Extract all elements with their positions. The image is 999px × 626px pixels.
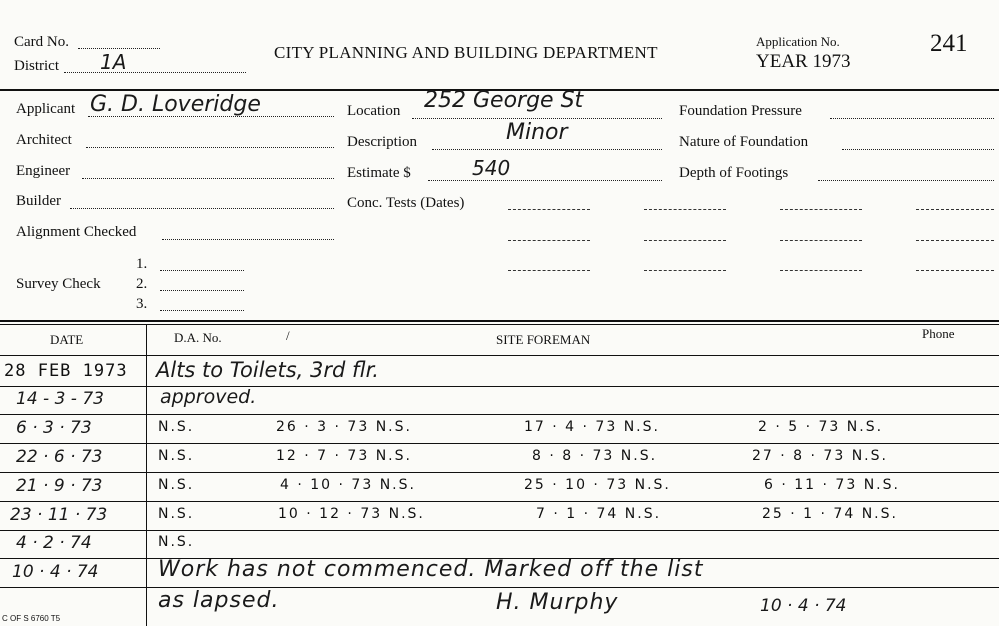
survey-line-3 (160, 310, 244, 311)
applicant-value: G. D. Loveridge (90, 92, 261, 117)
builder-label: Builder (16, 193, 61, 209)
phone-header: Phone (922, 326, 955, 341)
foundation-pressure-label: Foundation Pressure (679, 103, 802, 119)
conc-test-field (780, 209, 862, 210)
survey-item-3: 3. (136, 296, 148, 312)
table-row-entry: Alts to Toilets, 3rd flr. (156, 358, 379, 382)
alignment-checked-label: Alignment Checked (16, 224, 137, 240)
remark-continuation: as lapsed. (158, 588, 280, 613)
table-row-date: 28 FEB 1973 (4, 361, 128, 381)
description-line (432, 149, 662, 150)
alignment-line (162, 239, 334, 240)
table-top-border (0, 320, 999, 322)
survey-item-2: 2. (136, 276, 148, 292)
application-number: 241 (930, 30, 968, 57)
row-rule (0, 587, 999, 588)
applicant-label: Applicant (16, 101, 76, 117)
table-top-border-inner (0, 324, 999, 325)
survey-item-1: 1. (136, 256, 148, 272)
table-row-entry: 10 · 12 · 73 N.S. (278, 506, 425, 522)
card-no-line (78, 48, 160, 49)
conc-test-field (644, 209, 726, 210)
engineer-label: Engineer (16, 163, 71, 179)
table-row-entry: 2 · 5 · 73 N.S. (758, 419, 884, 435)
table-row-entry: 25 · 1 · 74 N.S. (762, 506, 898, 522)
location-value: 252 George St (424, 88, 584, 113)
table-row-entry: 8 · 8 · 73 N.S. (532, 448, 658, 464)
row-rule (0, 386, 999, 387)
conc-test-field (916, 270, 994, 271)
table-row-date: 22 · 6 · 73 (16, 447, 103, 467)
nature-foundation-label: Nature of Foundation (679, 134, 809, 150)
conc-test-field (916, 240, 994, 241)
conc-test-field (508, 240, 590, 241)
table-row-entry: N.S. (158, 419, 195, 435)
table-row-date: 23 · 11 · 73 (10, 505, 108, 525)
table-row-date: 4 · 2 · 74 (16, 533, 92, 553)
table-row-entry: 25 · 10 · 73 N.S. (524, 477, 671, 493)
row-rule (0, 414, 999, 415)
district-value: 1A (100, 50, 127, 74)
conc-test-field (644, 240, 726, 241)
da-column-header: D.A. No. (174, 330, 222, 345)
table-row-entry: 6 · 11 · 73 N.S. (764, 477, 900, 493)
site-foreman-header: SITE FOREMAN (496, 332, 591, 347)
table-row-entry: 17 · 4 · 73 N.S. (524, 419, 660, 435)
signature: H. Murphy (496, 590, 619, 615)
table-row-entry: N.S. (158, 477, 195, 493)
row-rule (0, 530, 999, 531)
conc-test-field (508, 209, 590, 210)
nature-foundation-line (842, 149, 994, 150)
description-value: Minor (506, 120, 568, 145)
estimate-line (428, 180, 662, 181)
table-row-entry: N.S. (158, 448, 195, 464)
date-column-header: DATE (50, 332, 84, 347)
conc-test-field (916, 209, 994, 210)
table-row-entry: N.S. (158, 506, 195, 522)
location-line (412, 118, 662, 119)
table-row-date: 6 · 3 · 73 (16, 418, 92, 438)
conc-tests-label: Conc. Tests (Dates) (347, 195, 465, 211)
row-rule (0, 443, 999, 444)
table-row-entry: 4 · 10 · 73 N.S. (280, 477, 416, 493)
da-mark: / (286, 328, 290, 343)
year-label: YEAR 1973 (756, 51, 851, 72)
conc-test-field (780, 240, 862, 241)
survey-line-2 (160, 290, 244, 291)
estimate-value: 540 (472, 156, 511, 180)
table-row-entry: 12 · 7 · 73 N.S. (276, 448, 412, 464)
architect-label: Architect (16, 132, 72, 148)
table-row-date: 21 · 9 · 73 (16, 476, 103, 496)
table-row-entry: Work has not commenced. Marked off the list (158, 557, 704, 582)
row-rule (0, 472, 999, 473)
district-line (64, 72, 246, 73)
conc-test-field (644, 270, 726, 271)
survey-line-1 (160, 270, 244, 271)
architect-line (86, 147, 334, 148)
depth-footings-line (818, 180, 994, 181)
row-rule (0, 501, 999, 502)
card-no-label: Card No. (14, 34, 69, 50)
table-row-entry: 27 · 8 · 73 N.S. (752, 448, 888, 464)
table-row-entry: 26 · 3 · 73 N.S. (276, 419, 412, 435)
table-row-date: 10 · 4 · 74 (12, 562, 99, 582)
table-row-entry: 7 · 1 · 74 N.S. (536, 506, 662, 522)
description-label: Description (347, 134, 417, 150)
table-row-entry: N.S. (158, 534, 195, 550)
conc-test-field (508, 270, 590, 271)
conc-test-field (780, 270, 862, 271)
table-row-entry: approved. (160, 386, 257, 408)
table-header-divider (0, 355, 999, 356)
date-column-divider (146, 324, 147, 626)
application-no-label: Application No. (756, 34, 840, 49)
survey-check-label: Survey Check (16, 276, 101, 292)
signature-date: 10 · 4 · 74 (760, 596, 847, 616)
table-row-date: 14 - 3 - 73 (16, 389, 104, 409)
foundation-pressure-line (830, 118, 994, 119)
depth-footings-label: Depth of Footings (679, 165, 789, 181)
form-code: C OF S 6760 T5 (2, 614, 61, 623)
estimate-label: Estimate $ (347, 165, 411, 181)
builder-line (70, 208, 334, 209)
district-label: District (14, 58, 59, 74)
engineer-line (82, 178, 334, 179)
location-label: Location (347, 103, 401, 119)
department-title: CITY PLANNING AND BUILDING DEPARTMENT (274, 43, 658, 62)
